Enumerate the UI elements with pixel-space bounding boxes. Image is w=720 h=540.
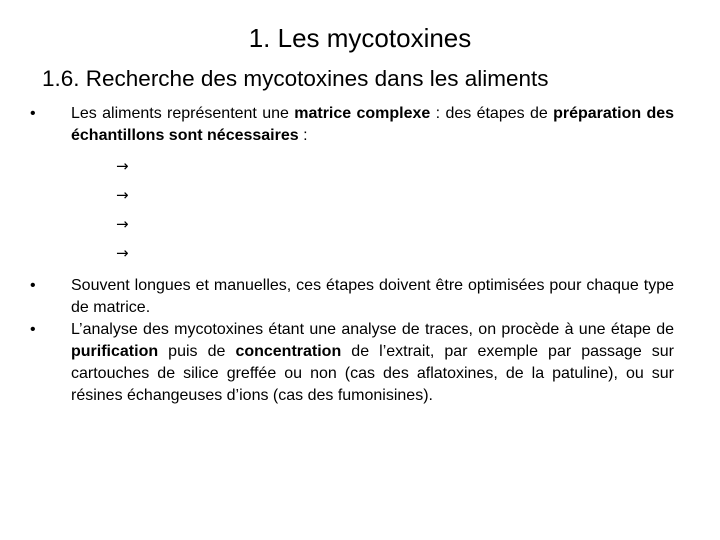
bullet-marker: • [30,277,36,294]
bullet-item-analyse [26,319,674,407]
slide-content [26,103,674,407]
slide-subtitle: 1.6. Recherche des mycotoxines dans les aliments [42,66,549,91]
bullet-text: L’analyse des mycotoxines étant une analyse de traces, on procède à une étape de [71,321,674,338]
bullet-item-preparation [26,103,674,147]
arrow-right-icon: → [116,157,129,175]
arrow-list [26,152,674,268]
slide-title: 1. Les mycotoxines [248,23,472,53]
bullet-text: de l’extrait, par exemple par passage sur cartouches de silice greffée ou non (cas des aflatoxines, de la patuline), ou sur résines échangeuses d’ions (cas des fumonisines). [71,343,675,404]
bold-text: préparation des échantillons sont nécessaires [71,105,675,144]
arrow-right-icon: → [116,244,129,262]
bullet-text: Les aliments représentent une [71,105,295,122]
bullet-marker: • [30,105,36,122]
bullet-item-optimisation [26,275,674,319]
bullet-text: puis de [158,343,236,360]
bold-text: matrice complexe [294,105,431,122]
bullet-marker: • [30,321,36,338]
bullet-text: Souvent longues et manuelles, ces étapes doivent être optimisées pour chaque type de matrice. [71,277,674,316]
arrow-right-icon: → [116,215,129,233]
bold-text: purification [71,343,159,360]
bullet-text: : [298,127,308,144]
bullet-text: : des étapes de [430,105,554,122]
bold-text: concentration [235,343,342,360]
arrow-right-icon: → [116,186,129,204]
